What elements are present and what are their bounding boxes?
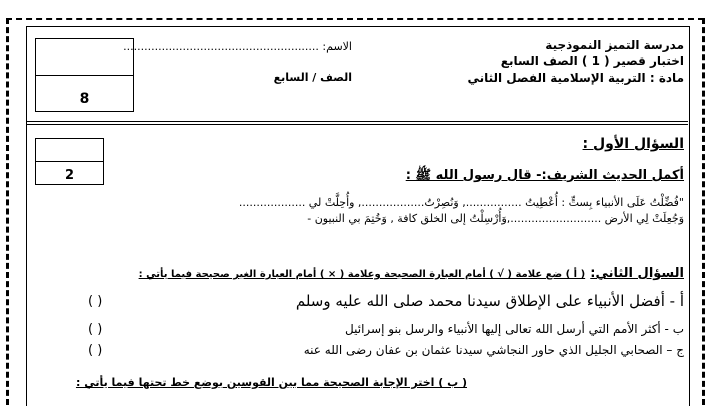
answer-slot-a[interactable]: ( ): [88, 294, 103, 309]
grade-label: الصف / السابع: [273, 71, 352, 84]
name-field[interactable]: الاسم: ........................................................: [123, 40, 352, 53]
cut-line-right: [702, 18, 705, 405]
q2-part-a-instruction: ( أ ) ضع علامة ( √ ) أمام العبارة الصحيحة وعلامة ( × ) أمام العبارة الغير صحيحة فيما يأتي :: [138, 269, 586, 280]
subject-line: مادة : التربية الإسلامية الفصل الثاني: [467, 71, 684, 85]
answer-slot-c[interactable]: ( ): [88, 343, 103, 358]
total-score: 8: [79, 91, 90, 107]
header-divider-double: [26, 124, 688, 125]
q1-score-box: [35, 138, 104, 185]
answer-slot-b[interactable]: ( ): [88, 322, 103, 337]
cut-line-left: [6, 18, 9, 405]
quiz-title: اختبار قصير ( 1 ) الصف السابع: [500, 54, 684, 68]
q1-title: السؤال الأول :: [582, 136, 684, 152]
q2-item-b: ب - أكثر الأمم التي أرسل الله تعالى إليها الأنبياء والرسل بنو إسرائيل: [345, 322, 684, 336]
school-name: مدرسة التميز النموذجية: [545, 38, 684, 52]
q2-item-c: ج – الصحابي الجليل الذي حاور النجاشي سيدنا عثمان بن عفان رضى الله عنه: [303, 343, 684, 357]
header-divider: [26, 121, 688, 122]
q1-score-divider: [36, 161, 103, 162]
q2-heading: [139, 262, 684, 281]
cut-line-top: [6, 18, 704, 20]
q1-hadith-line-1: "فُضِّلْتُ عَلَى الأنبياء بِستٍّ : أُعْطِيتُ ................, وَنُصِرْتُ.................., وأُحِلَّتْ لي ...................: [238, 196, 684, 209]
q2-part-b-instruction: ( ب ) اختر الإجابة الصحيحة مما بين القوسين بوضع خط تحتها فيما يأتي :: [75, 376, 467, 389]
q1-score: 2: [64, 168, 75, 183]
score-box-divider: [36, 75, 133, 76]
q1-hadith-line-2: وَجُعِلَتْ لِي الأرض ..........................,وَأُرْسِلْتُ إلى الخلق كافة , وَخُتِمَ بي النبيون -: [307, 212, 684, 225]
q1-instruction: أكمل الحديث الشريف:- قال رسول الله ﷺ :: [405, 168, 684, 183]
q2-item-a: أ - أفضل الأنبياء على الإطلاق سيدنا محمد صلى الله عليه وسلم: [295, 292, 684, 310]
total-score-box: [35, 38, 134, 112]
q2-title: السؤال الثاني:: [590, 266, 684, 281]
